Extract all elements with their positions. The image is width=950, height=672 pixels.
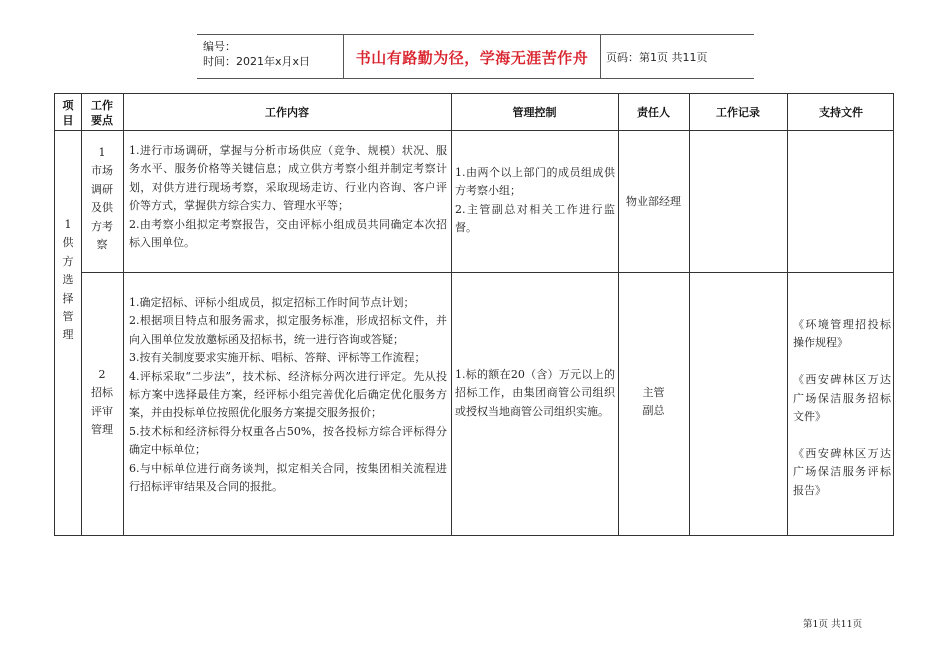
col-header-owner: 责任人	[637, 106, 670, 119]
col-header-work-content: 工作内容	[265, 106, 309, 119]
row1-owner: 物业部经理	[626, 195, 681, 208]
row2-management-control: 1.标的额在20（含）万元以上的招标工作，由集团商管公司组织或授权当地商管公司组织实施。	[455, 368, 615, 418]
footer-page-label: 第1页 共11页	[803, 619, 863, 630]
col-header-management-control: 管理控制	[512, 106, 557, 119]
row1-management-control: 1.由两个以上部门的成员组成供方考察小组； 2.主管副总对相关工作进行监督。	[455, 166, 615, 235]
col-divider	[787, 94, 788, 535]
header-motto-cell	[344, 35, 601, 78]
row-divider	[81, 272, 893, 273]
supplier-selection-table	[54, 93, 894, 536]
document-header	[197, 34, 754, 79]
row1-work-point: 1 市场 调研 及供 方考 察	[91, 146, 113, 252]
header-page-label: 页码：第1页 共11页	[606, 51, 708, 64]
row2-work-point: 2 招标 评审 管理	[91, 368, 113, 437]
col-header-support-docs: 支持文件	[819, 106, 863, 119]
header-row-divider	[55, 130, 893, 131]
col-divider	[451, 94, 452, 535]
col-divider	[123, 94, 124, 535]
col-divider	[618, 94, 619, 535]
header-meta-cell	[197, 35, 344, 78]
document-time-label: 时间：2021年x月x日	[203, 55, 311, 68]
row2-work-content: 1.确定招标、评标小组成员，拟定招标工作时间节点计划； 2.根据项目特点和服务需求，拟定服务标准，形成招标文件，并向入围单位发放邀标函及招标书，统一进行咨询或答疑； 3.按有关制度要求实施开标、唱标、答辩、评标等工作流程； 4.评标采取“二步法”，技术标、经济标分两次进行评定。先从投标方案中选择最佳方案，经评标小组完善优化后确定优化服务方案，并由投标单位按照优化服务方案提交服务报价； 5.技术标和经济标得分权重各占50%，按各投标方综合评标得分确定中标单位； 6.与中标单位进行商务谈判，拟定相关合同，按集团相关流程进行招标评审结果及合同的报批。	[129, 296, 447, 494]
col-header-work-record: 工作记录	[716, 106, 760, 119]
col-header-project: 项 目	[62, 99, 74, 127]
row1-work-content: 1.进行市场调研，掌握与分析市场供应（竞争、规模）状况、服务水平、服务价格等关键信息；成立供方考察小组并制定考察计划，对供方进行现场考察，采取现场走访、行业内咨询、客户评价等方式，掌握供方综合实力、管理水平等； 2.由考察小组拟定考察报告，交由评标小组成员共同确定本次招标入围单位。	[129, 144, 447, 250]
header-motto: 书山有路勤为径，学海无涯苦作舟	[355, 49, 589, 67]
header-page-cell	[601, 35, 754, 78]
col-header-work-point: 工作 要点	[91, 99, 113, 127]
col-divider	[689, 94, 690, 535]
row2-support-docs: 《环境管理招投标操作规程》 《西安碑林区万达广场保洁服务招标文件》 《西安碑林区万达广场保洁服务评标报告》	[793, 318, 891, 497]
document-number-label: 编号：	[203, 40, 236, 53]
project-cell: 1 供 方 选 择 管 理	[62, 218, 74, 342]
row2-owner: 主管 副总	[642, 386, 665, 418]
